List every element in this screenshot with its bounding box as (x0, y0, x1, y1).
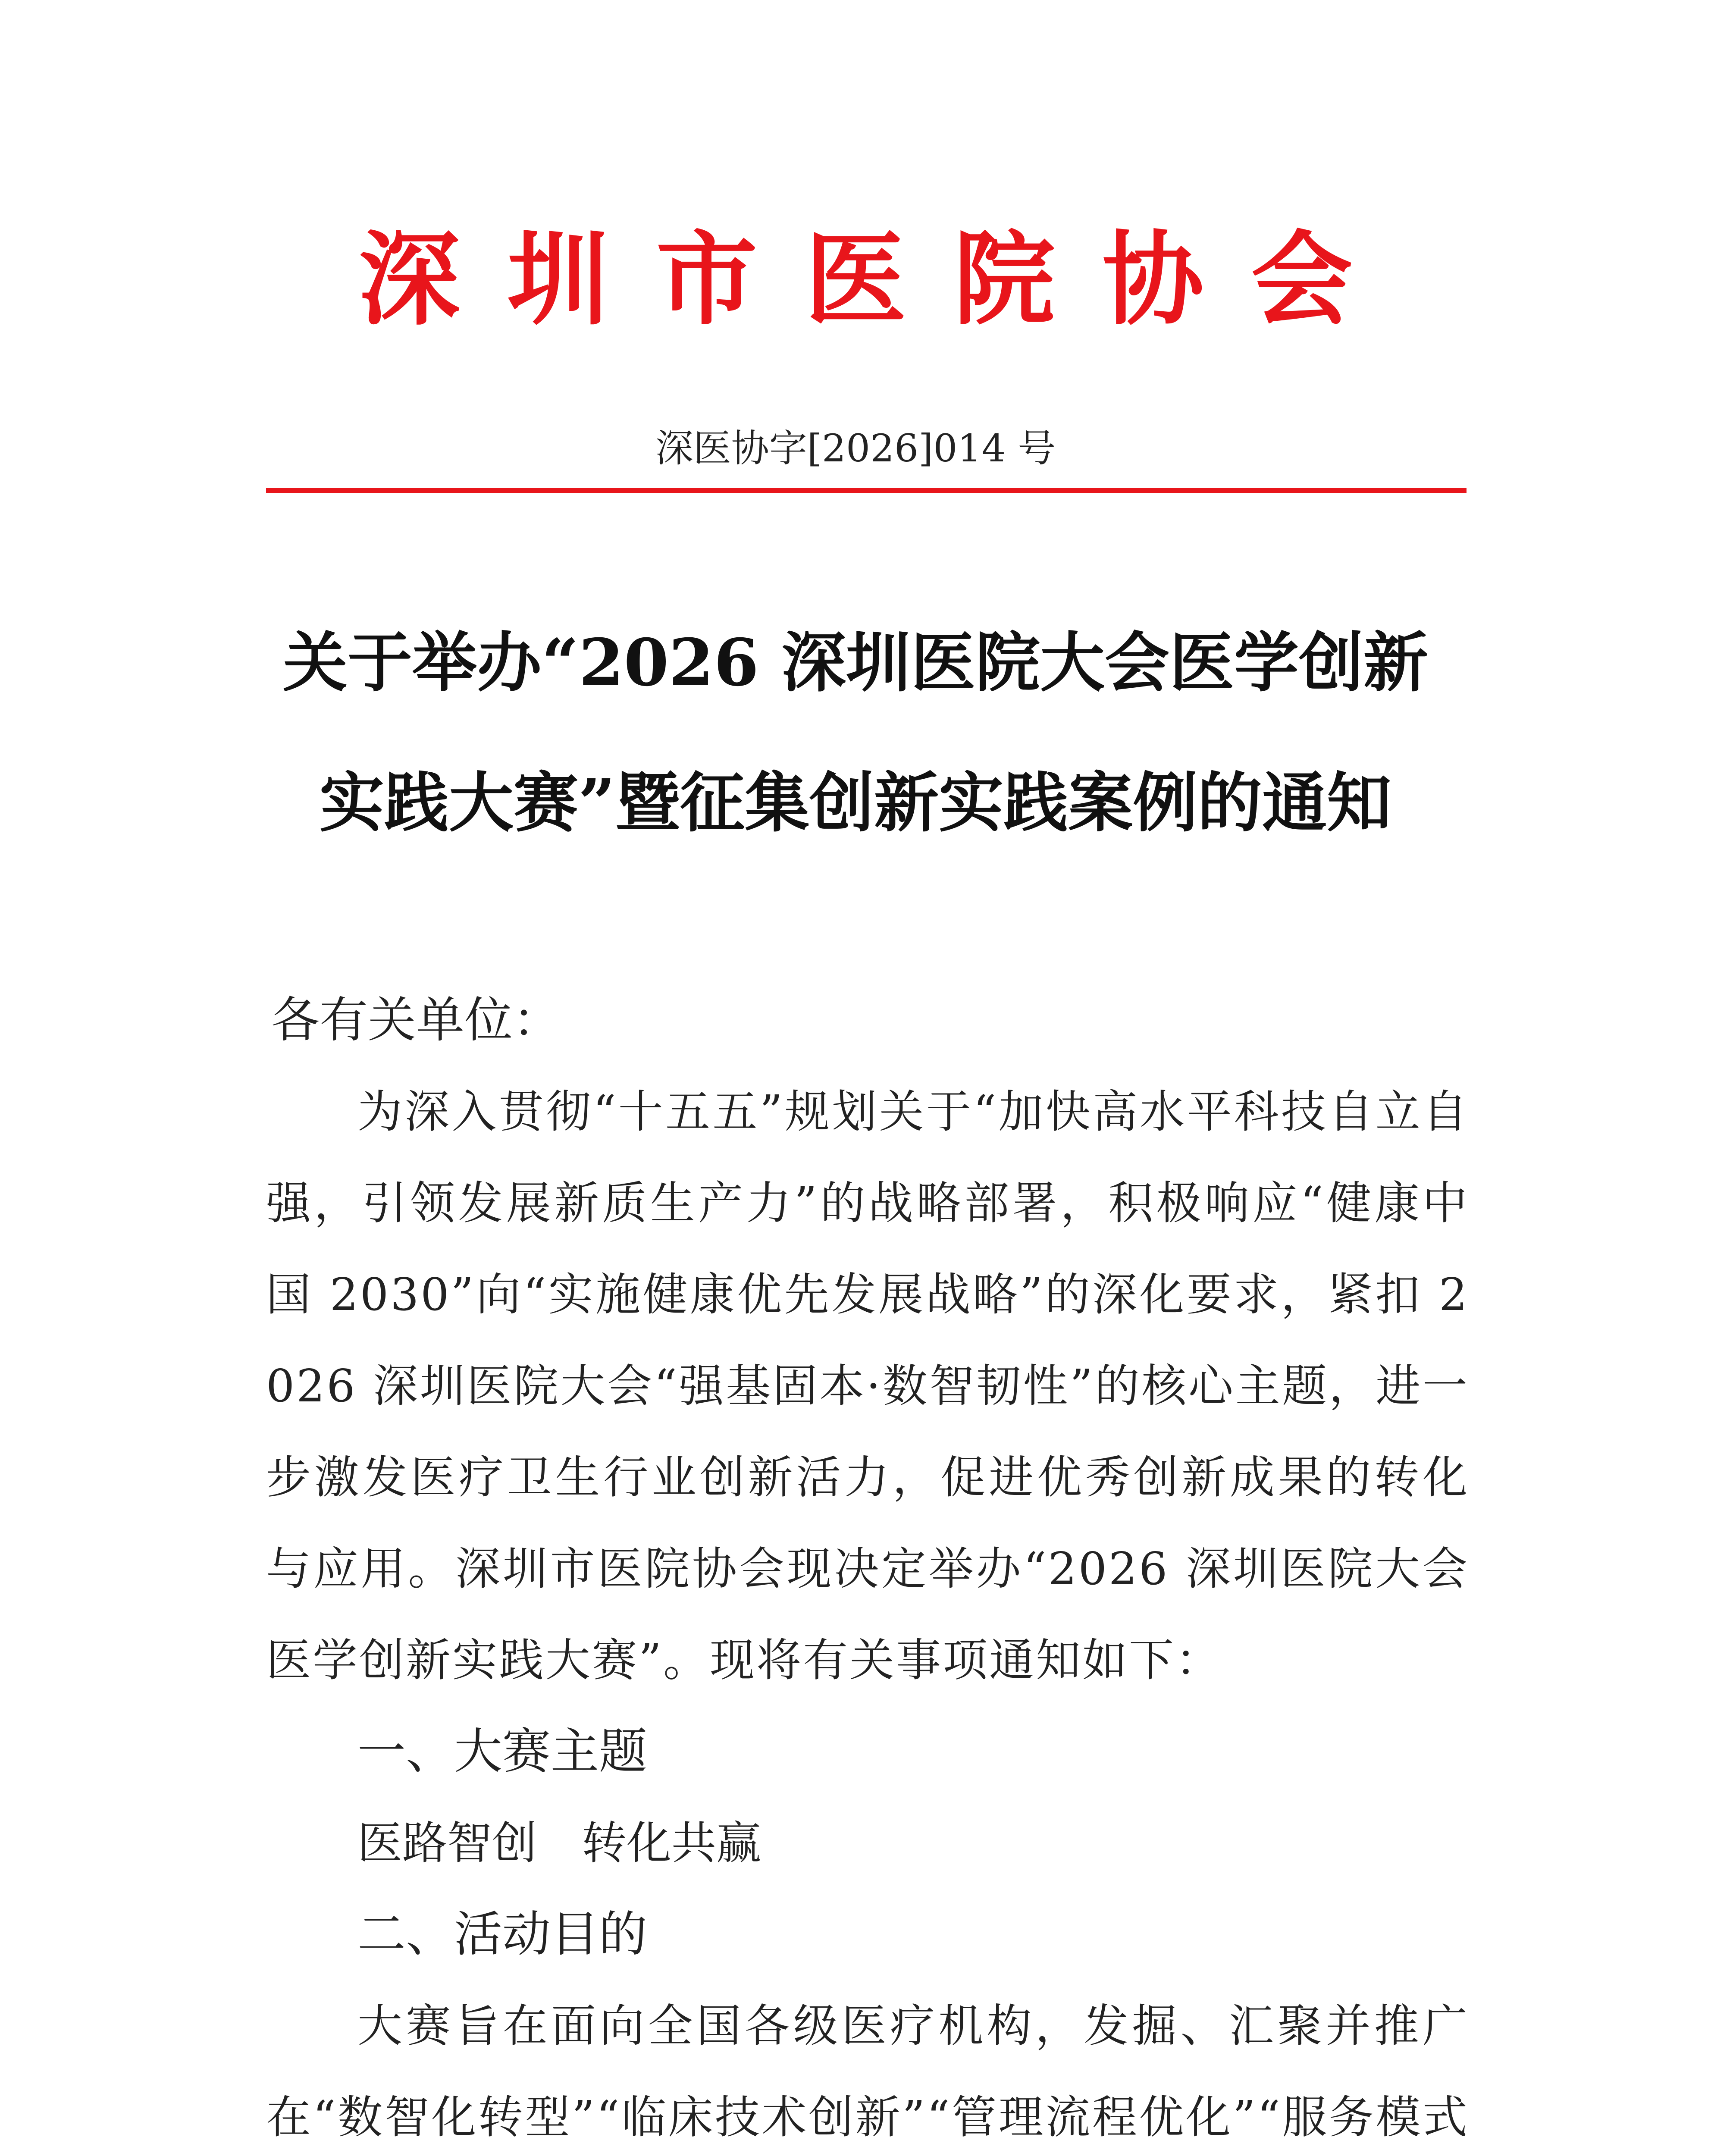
title-line-2: 实践大赛”暨征集创新实践案例的通知 (319, 765, 1392, 841)
section-heading-theme: 一、大赛主题 (357, 1724, 647, 1780)
theme-text: 医路智创 转化共赢 (357, 1817, 761, 1869)
red-divider-line (266, 488, 1467, 493)
document-number: 深医协字[2026]014 号 (655, 426, 1056, 470)
document-title (241, 593, 1470, 873)
document-body (266, 975, 1469, 2156)
organization-name: 深圳市医院协会 (358, 221, 1400, 339)
intro-paragraph: 为深入贯彻“十五五”规划关于“加快高水平科技自立自强，引领发展新质生产力”的战略部署，积极响应“健康中国 2030”向“实施健康优先发展战略”的深化要求，紧扣 2026 深圳医院大会“强基固本·数智韧性”的核心主题，进一步激发医疗卫生行业创新活力，促进优秀创新成果的转化与应用。深圳市医院协会现决定举办“2026 深圳医院大会医学创新实践大赛”。现将有关事项通知如下： (266, 1085, 1469, 1686)
purpose-paragraph: 大赛旨在面向全国各级医疗机构，发掘、汇聚并推广在“数智化转型”“临床技术创新”“管理流程优化”“服务模式 (266, 1999, 1469, 2143)
title-line-1: 关于举办“2026 深圳医院大会医学创新 (283, 625, 1428, 701)
section-heading-purpose: 二、活动目的 (357, 1906, 647, 1962)
salutation: 各有关单位： (271, 992, 561, 1048)
